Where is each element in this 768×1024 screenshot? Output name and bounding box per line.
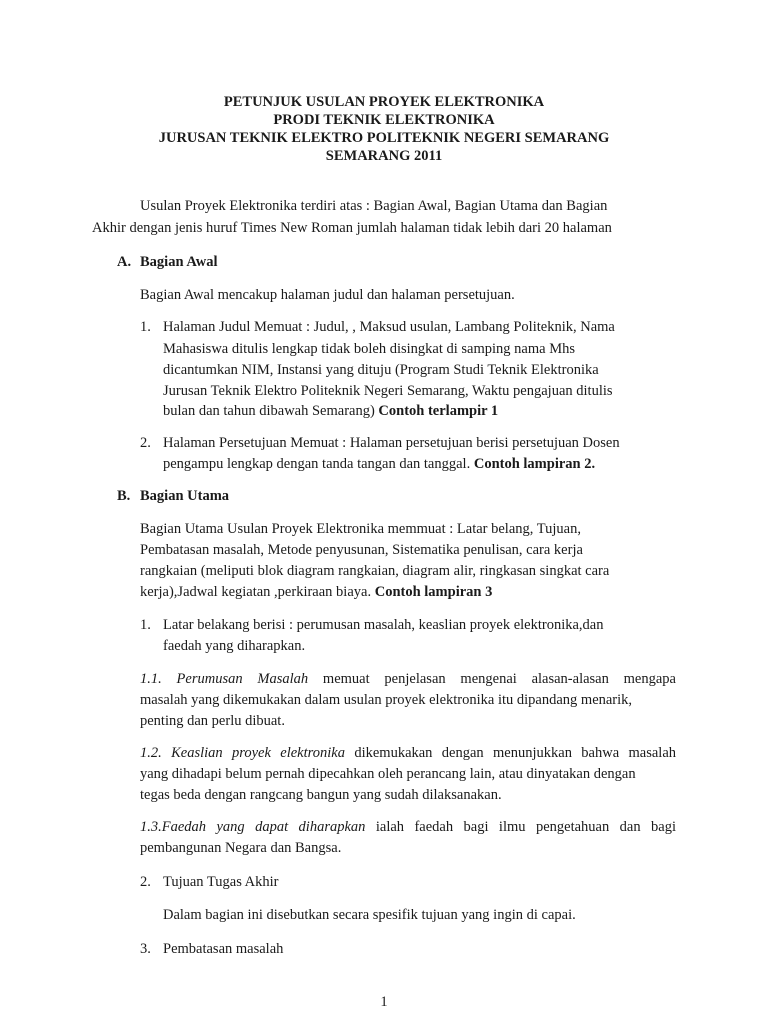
subsection-1-3-heading: 1.3.Faedah yang dapat diharapkan xyxy=(140,819,366,835)
section-b-para-text: kerja),Jadwal kegiatan ,perkiraan biaya. xyxy=(140,584,372,600)
section-b-para-line-3: rangkaian (meliputi blok diagram rangkaian, diagram alir, ringkasan singkat cara xyxy=(140,563,610,579)
subsection-1-3-line-1 xyxy=(140,819,676,836)
section-b-para-line-1: Bagian Utama Usulan Proyek Elektronika memmuat : Latar belang, Tujuan, xyxy=(140,521,581,537)
subsection-1-1-heading: 1.1. Perumusan Masalah xyxy=(140,671,309,687)
section-a-letter: A. xyxy=(117,254,132,270)
section-b-para-bold-note: Contoh lampiran 3 xyxy=(374,584,493,600)
document-title-line-4: SEMARANG 2011 xyxy=(325,148,443,164)
section-a-item-1-bold-note: Contoh terlampir 1 xyxy=(378,403,499,419)
section-a-item-2-text: pengampu lengkap dengan tanda tangan dan tanggal. xyxy=(163,456,471,472)
document-title-line-1: PETUNJUK USULAN PROYEK ELEKTRONIKA xyxy=(223,94,545,110)
subsection-1-1-line-3: penting dan perlu dibuat. xyxy=(140,713,285,729)
section-b-para-line-4 xyxy=(140,584,492,601)
section-b-item-1-line-1: Latar belakang berisi : perumusan masalah, keaslian proyek elektronika,dan xyxy=(163,617,604,633)
subsection-1-2-heading: 1.2. Keaslian proyek elektronika xyxy=(140,745,345,761)
intro-line-1: Usulan Proyek Elektronika terdiri atas : Bagian Awal, Bagian Utama dan Bagian xyxy=(140,198,608,214)
section-a-item-1-line-1: Halaman Judul Memuat : Judul, , Maksud usulan, Lambang Politeknik, Nama xyxy=(163,319,615,335)
page-number: 1 xyxy=(380,994,388,1010)
subsection-1-2-line-2: yang dihadapi belum pernah dipecahkan oleh perancang lain, atau dinyatakan dengan xyxy=(140,766,636,782)
section-b-heading: Bagian Utama xyxy=(140,488,230,504)
section-b-para-line-2: Pembatasan masalah, Metode penyusunan, Sistematika penulisan, cara kerja xyxy=(140,542,583,558)
intro-line-2: Akhir dengan jenis huruf Times New Roman jumlah halaman tidak lebih dari 20 halaman xyxy=(92,220,612,236)
section-b-item-1-line-2: faedah yang diharapkan. xyxy=(163,638,306,654)
section-a-item-1-line-3: dicantumkan NIM, Instansi yang dituju (Program Studi Teknik Elektronika xyxy=(163,362,599,378)
section-b-item-3-label: Pembatasan masalah xyxy=(163,941,284,957)
section-b-item-3-number: 3. xyxy=(140,941,151,957)
section-b-item-2-number: 2. xyxy=(140,874,151,890)
section-b-item-2-label: Tujuan Tugas Akhir xyxy=(163,874,279,890)
subsection-1-1-line-1 xyxy=(140,671,676,688)
section-b-item-2-paragraph: Dalam bagian ini disebutkan secara spesifik tujuan yang ingin di capai. xyxy=(163,907,576,923)
subsection-1-2-text: dikemukakan dengan menunjukkan bahwa masalah xyxy=(344,745,677,761)
subsection-1-2-line-3: tegas beda dengan rangcang bangun yang sudah dilaksanakan. xyxy=(140,787,502,803)
section-a-item-1-number: 1. xyxy=(140,319,151,335)
subsection-1-3-line-2: pembangunan Negara dan Bangsa. xyxy=(140,840,342,856)
subsection-1-1-text: memuat penjelasan mengenai alasan-alasan mengapa xyxy=(308,671,676,687)
section-b-item-1-number: 1. xyxy=(140,617,151,633)
section-a-item-1-line-4: Jurusan Teknik Elektro Politeknik Negeri Semarang, Waktu pengajuan ditulis xyxy=(163,383,613,399)
section-a-item-2-line-2 xyxy=(163,456,595,473)
subsection-1-3-text: ialah faedah bagi ilmu pengetahuan dan bagi xyxy=(365,819,676,835)
section-a-paragraph: Bagian Awal mencakup halaman judul dan halaman persetujuan. xyxy=(140,287,515,303)
section-b-letter: B. xyxy=(117,488,131,504)
subsection-1-2-line-1 xyxy=(140,745,676,762)
section-a-item-2-line-1: Halaman Persetujuan Memuat : Halaman persetujuan berisi persetujuan Dosen xyxy=(163,435,620,451)
section-a-heading: Bagian Awal xyxy=(140,254,218,270)
document-title-line-3: JURUSAN TEKNIK ELEKTRO POLITEKNIK NEGERI SEMARANG xyxy=(158,130,610,146)
section-a-item-1-line-2: Mahasiswa ditulis lengkap tidak boleh disingkat di samping nama Mhs xyxy=(163,341,575,357)
section-a-item-2-bold-note: Contoh lampiran 2. xyxy=(473,456,596,472)
subsection-1-1-line-2: masalah yang dikemukakan dalam usulan proyek elektronika itu dipandang menarik, xyxy=(140,692,633,708)
section-a-item-2-number: 2. xyxy=(140,435,151,451)
section-a-item-1-text: bulan dan tahun dibawah Semarang) xyxy=(163,403,375,419)
section-a-item-1-line-5 xyxy=(163,403,498,420)
document-title-line-2: PRODI TEKNIK ELEKTRONIKA xyxy=(273,112,495,128)
